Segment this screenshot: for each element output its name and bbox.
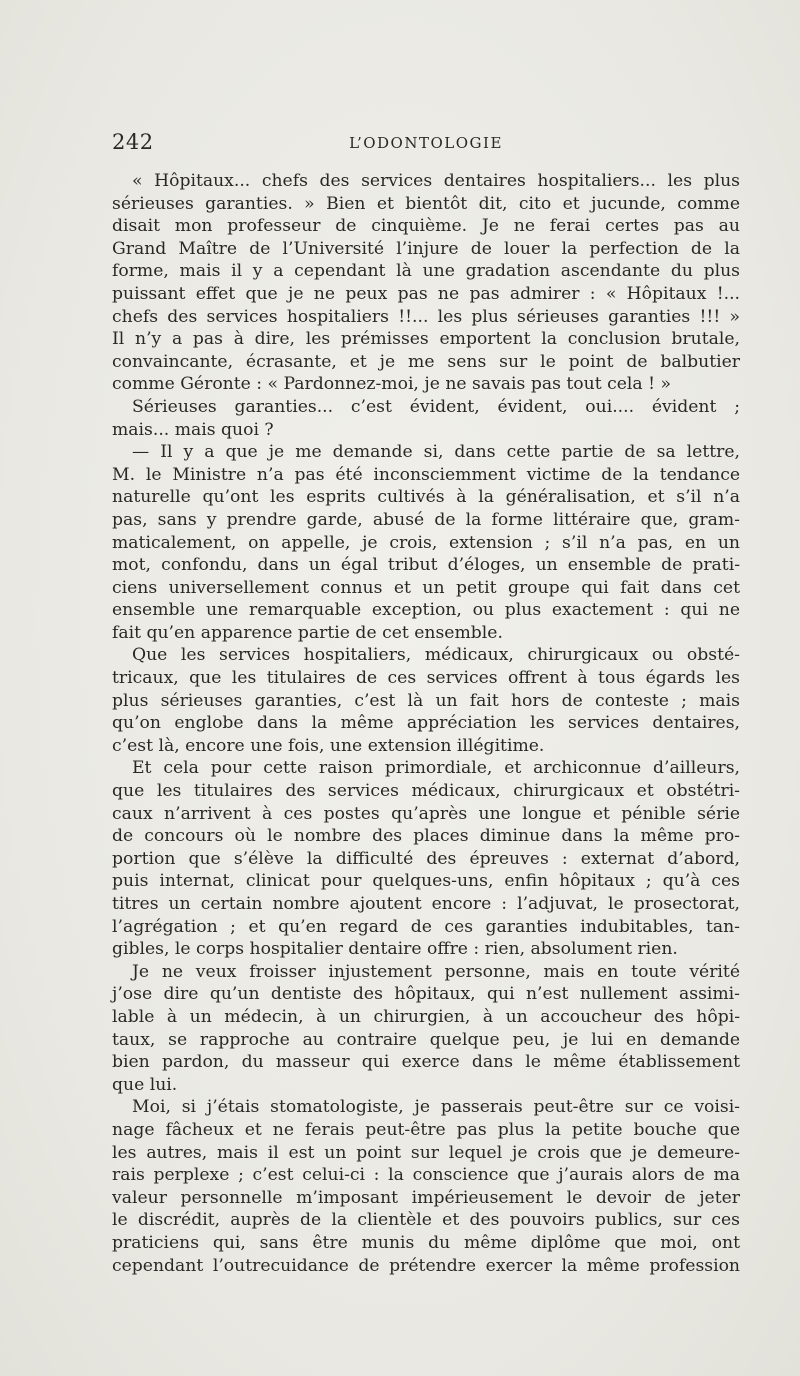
text-line: les autres, mais il est un point sur lequel je crois que je demeure- [112,1142,740,1163]
text-line: l’agrégation ; et qu’en regard de ces garanties indubitables, tan- [112,916,740,937]
text-line: chefs des services hospitaliers !!... les plus sérieuses garanties !!! » [112,306,740,327]
text-line: fait qu’en apparence partie de cet ensemble. [112,622,503,643]
page-header [112,130,740,160]
text-line: rais perplexe ; c’est celui-ci : la conscience que j’aurais alors de ma [112,1165,740,1186]
text-line: Il n’y a pas à dire, les prémisses emportent la conclusion brutale, [112,329,740,350]
text-line: praticiens qui, sans être munis du même diplôme que moi, ont [112,1232,740,1253]
text-line: gibles, le corps hospitalier dentaire offre : rien, absolument rien. [112,939,678,960]
text-line: mot, confondu, dans un égal tribut d’éloges, un ensemble de prati- [112,555,740,576]
text-line: ensemble une remarquable exception, ou plus exactement : qui ne [112,600,740,621]
text-line: comme Géronte : « Pardonnez-moi, je ne savais pas tout cela ! » [112,374,671,395]
text-line: puissant effet que je ne peux pas ne pas admirer : « Hôpitaux !... [112,283,740,304]
text-line: de concours où le nombre des places diminue dans la même pro- [112,826,740,847]
text-line: Sérieuses garanties... c’est évident, évident, oui.... évident ; [132,396,740,417]
text-line: le discrédit, auprès de la clientèle et des pouvoirs publics, sur ces [112,1210,740,1231]
text-line: convaincante, écrasante, et je me sens sur le point de balbutier [112,351,740,372]
text-line: puis internat, clinicat pour quelques-uns, enfin hôpitaux ; qu’à ces [112,871,740,892]
text-line: ciens universellement connus et un petit groupe qui fait dans cet [112,577,740,598]
text-line: sérieuses garanties. » Bien et bientôt dit, cito et jucunde, comme [112,193,740,214]
text-line: Que les services hospitaliers, médicaux, chirurgicaux ou obsté- [132,645,740,666]
text-line: Je ne veux froisser injustement personne, mais en toute vérité [132,961,740,982]
text-line: — Il y a que je me demande si, dans cette partie de sa lettre, [132,442,740,463]
text-line: lable à un médecin, à un chirurgien, à un accoucheur des hôpi- [112,1006,740,1027]
text-line: naturelle qu’ont les esprits cultivés à la généralisation, et s’il n’a [112,487,740,508]
text-line: Grand Maître de l’Université l’injure de louer la perfection de la [112,238,740,259]
text-line: portion que s’élève la difficulté des épreuves : externat d’abord, [112,848,740,869]
text-line: plus sérieuses garanties, c’est là un fait hors de conteste ; mais [112,690,740,711]
text-line: valeur personnelle m’imposant impérieusement le devoir de jeter [112,1187,740,1208]
text-line: Moi, si j’étais stomatologiste, je passerais peut-être sur ce voisi- [132,1097,740,1118]
text-line: que lui. [112,1074,178,1095]
text-line: nage fâcheux et ne ferais peut-être pas plus la petite bouche que [112,1119,740,1140]
text-line: maticalement, on appelle, je crois, extension ; s’il n’a pas, en un [112,532,740,553]
text-line: cependant l’outrecuidance de prétendre exercer la même profession [112,1255,740,1276]
text-line: bien pardon, du masseur qui exerce dans le même établissement [112,1052,740,1073]
running-title: L’ODONTOLOGIE [349,134,503,152]
text-line: que les titulaires des services médicaux, chirurgicaux et obstétri- [112,781,740,802]
text-line: c’est là, encore une fois, une extension illégitime. [112,735,545,756]
text-line: j’ose dire qu’un dentiste des hôpitaux, qui n’est nullement assimi- [112,984,740,1005]
body-text [112,170,740,1277]
text-line: « Hôpitaux... chefs des services dentaires hospitaliers... les plus [132,171,740,191]
text-line: M. le Ministre n’a pas été inconsciemment victime de la tendance [112,464,740,485]
text-line: disait mon professeur de cinquième. Je ne ferai certes pas au [112,216,740,237]
page-number: 242 [112,130,154,154]
text-line: tricaux, que les titulaires de ces services offrent à tous égards les [112,668,740,689]
text-line: Et cela pour cette raison primordiale, et archiconnue d’ailleurs, [132,758,740,779]
text-line: qu’on englobe dans la même appréciation les services dentaires, [112,713,740,734]
text-line: mais... mais quoi ? [112,419,274,440]
text-line: caux n’arrivent à ces postes qu’après une longue et pénible série [112,803,740,824]
text-line: taux, se rapproche au contraire quelque peu, je lui en demande [112,1029,740,1050]
text-line: titres un certain nombre ajoutent encore : l’adjuvat, le prosectorat, [112,894,740,914]
text-line: forme, mais il y a cependant là une gradation ascendante du plus [112,261,740,282]
text-line: pas, sans y prendre garde, abusé de la forme littéraire que, gram- [112,509,740,530]
